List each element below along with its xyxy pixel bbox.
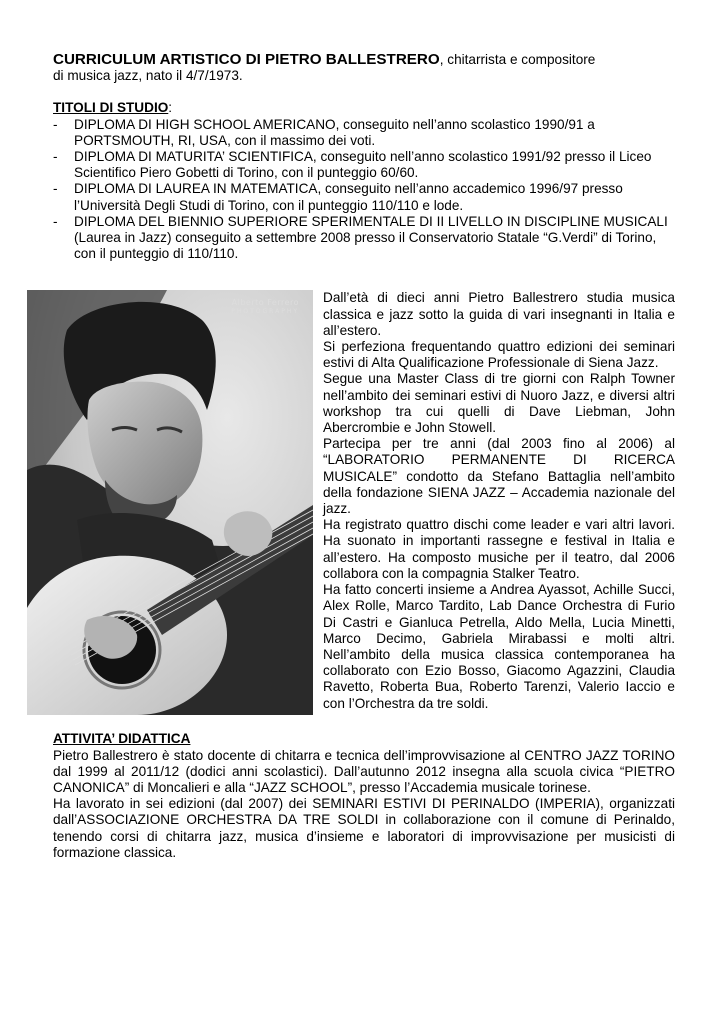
bio-paragraph: Ha fatto concerti insieme a Andrea Ayassot, Achille Succi, Alex Rolle, Marco Tardito, Lab Dance Orchestra di Furio Di Castri e Gianluca Petrella, Aldo Mella, Lucia Minetti, Marco Decimo, Gabriela Mirabassi e molti altri. Nell’ambito della musica classica contemporanea ha collaborato con Ezio Bosso, Giacomo Agazzini, Claudia Ravetto, Roberta Bua, Roberto Tarenzi, Valerio Iaccio e con l’Orchestra da tre soldi. <box>323 582 675 711</box>
document-title: CURRICULUM ARTISTICO DI PIETRO BALLESTRERO <box>53 51 440 68</box>
photo-credit-sub: PHOTOGRAPHY <box>231 308 299 316</box>
studies-heading-colon: : <box>168 100 173 116</box>
degree-item: - DIPLOMA DEL BIENNIO SUPERIORE SPERIMENTALE DI II LIVELLO IN DISCIPLINE MUSICALI (Laurea in Jazz) conseguito a settembre 2008 presso il Conservatorio Statale “G.Verdi” di Torino, con il punteggio di 110/110. <box>53 214 675 263</box>
bio-paragraph: Ha registrato quattro dischi come leader e vari altri lavori. Ha suonato in importanti rassegne e festival in Italia e all’estero. Ha composto musiche per il teatro, dal 2006 collabora con la compagnia Stalker Teatro. <box>323 517 675 581</box>
bio-paragraph: Dall’età di dieci anni Pietro Ballestrero studia musica classica e jazz sotto la guida di vari insegnanti in Italia e all’estero. <box>323 290 675 338</box>
guitarist-photo-drawing <box>27 290 313 715</box>
photo-credit <box>231 298 299 316</box>
degree-item: - DIPLOMA DI LAUREA IN MATEMATICA, conseguito nell’anno accademico 1996/97 presso l’Università Degli Studi di Torino, con il punteggio 110/110 e lode. <box>53 181 675 213</box>
title-line <box>53 52 675 84</box>
degree-item: - DIPLOMA DI MATURITA’ SCIENTIFICA, conseguito nell’anno scolastico 1991/92 presso il Liceo Scientifico Piero Gobetti di Torino, con il punteggio 60/60. <box>53 149 675 181</box>
bio-section <box>53 290 675 715</box>
teaching-heading: ATTIVITA’ DIDATTICA <box>53 731 191 747</box>
guitarist-photo <box>27 290 313 715</box>
title-description: , chitarrista e compositore <box>439 52 596 67</box>
studies-section <box>53 100 675 262</box>
bio-paragraph: Segue una Master Class di tre giorni con Ralph Towner nell’ambito dei seminari estivi di Nuoro Jazz, e diversi altri workshop tra cui quelli di Dave Liebman, John Abercrombie e John Stowell. <box>323 371 675 436</box>
studies-heading: TITOLI DI STUDIO <box>53 100 169 116</box>
bio-paragraph: Partecipa per tre anni (dal 2003 fino al 2006) al “LABORATORIO PERMANENTE DI RICERCA MUSICALE” condotto da Stefano Battaglia nell’ambito della fondazione SIENA JAZZ – Accademia nazionale del jazz. <box>323 436 675 517</box>
teaching-section <box>53 731 675 861</box>
photo-credit-name: Alberto Ferrero <box>231 298 299 308</box>
degree-item: - DIPLOMA DI HIGH SCHOOL AMERICANO, conseguito nell’anno scolastico 1990/91 a PORTSMOUTH, RI, USA, con il massimo dei voti. <box>53 117 675 149</box>
document-page <box>53 52 675 861</box>
degree-list <box>53 117 675 263</box>
teaching-paragraph: Ha lavorato in sei edizioni (dal 2007) dei SEMINARI ESTIVI DI PERINALDO (IMPERIA), organizzati dall’ASSOCIAZIONE ORCHESTRA DA TRE SOLDI in collaborazione con il comune di Perinaldo, tenendo corsi di chitarra jazz, musica d’insieme e laboratori di improvvisazione per musicisti di formazione classica. <box>53 796 675 860</box>
bio-paragraph: Si perfeziona frequentando quattro edizioni dei seminari estivi di Alta Qualificazione Professionale di Siena Jazz. <box>323 339 675 371</box>
teaching-paragraph: Pietro Ballestrero è stato docente di chitarra e tecnica dell’improvvisazione al CENTRO JAZZ TORINO dal 1999 al 2011/12 (dodici anni scolastici). Dall’autunno 2012 insegna alla scuola civica “PIETRO CANONICA” di Moncalieri e alla “JAZZ SCHOOL”, presso l’Accademia musicale torinese. <box>53 747 675 796</box>
title-birth: di musica jazz, nato il 4/7/1973. <box>53 68 243 84</box>
